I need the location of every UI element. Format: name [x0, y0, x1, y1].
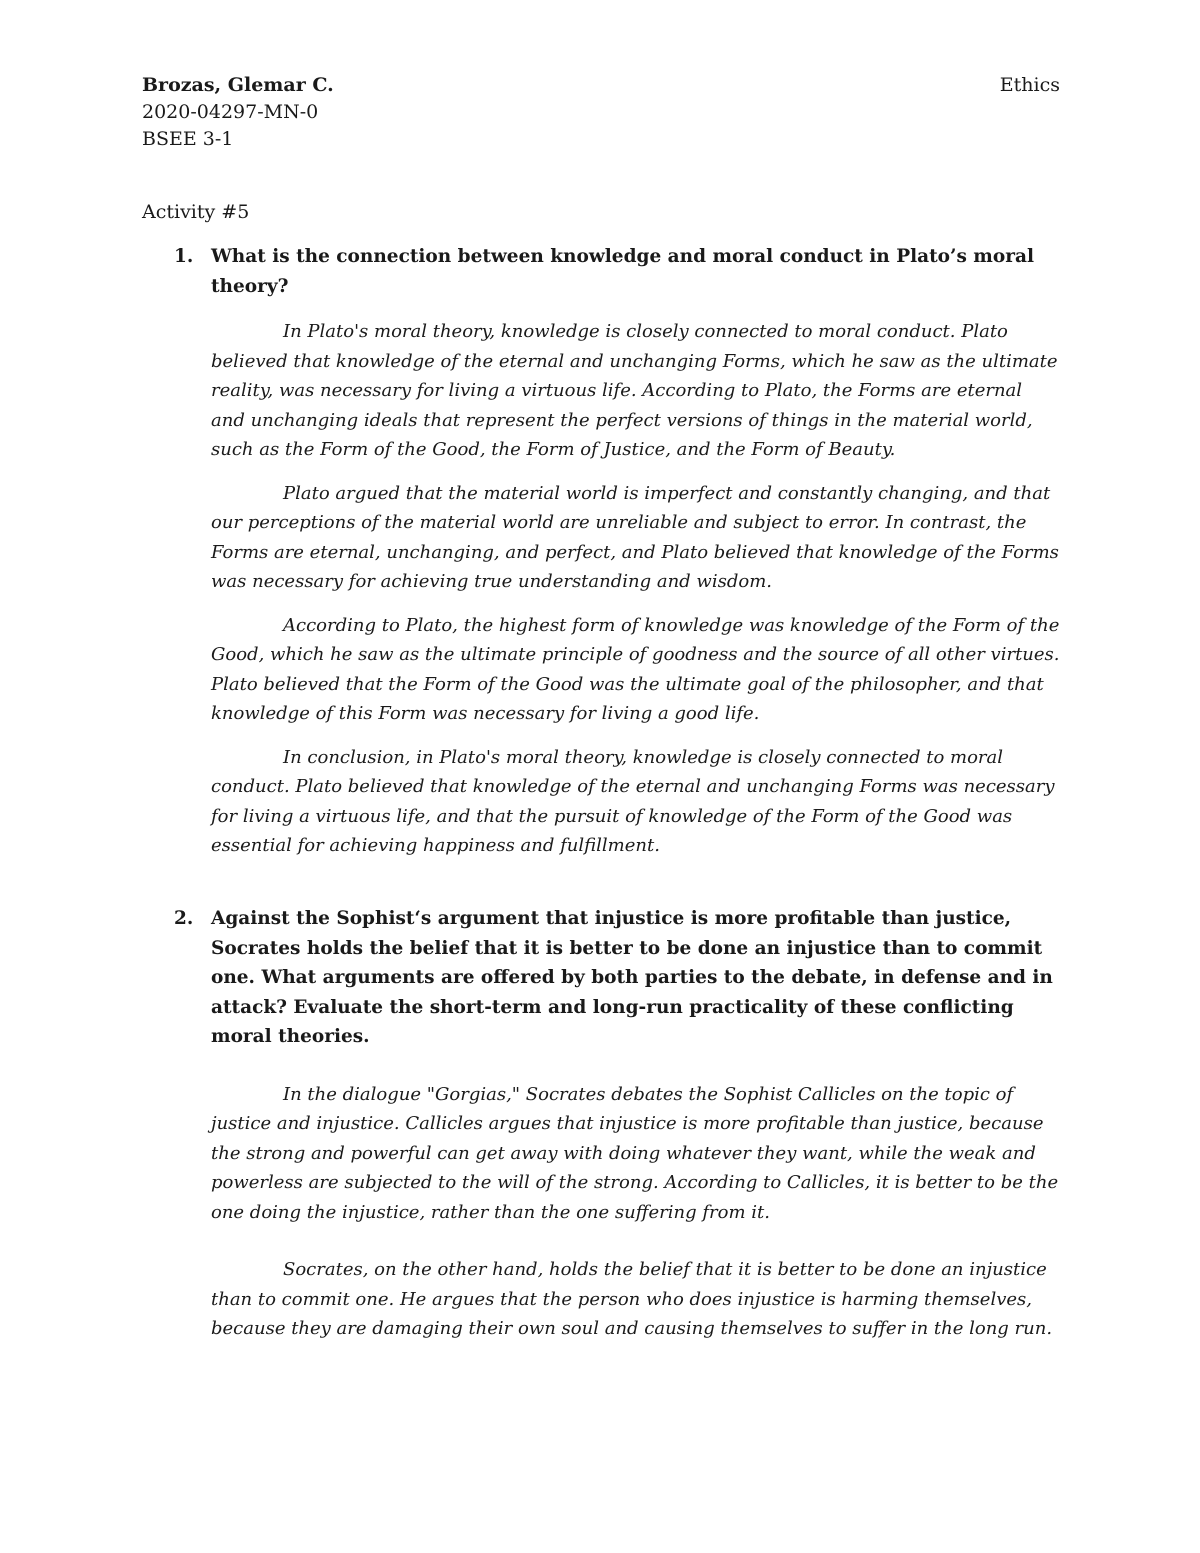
document-header: [142, 72, 1060, 153]
student-section: BSEE 3-1: [142, 128, 234, 150]
student-name: Brozas, Glemar C.: [142, 74, 334, 96]
activity-title: Activity #5: [142, 201, 250, 223]
answer-paragraph: In Plato's moral theory, knowledge is closely connected to moral conduct. Plato believed that knowledge of the eternal and unchanging Forms, which he saw as the ultimate reality, was necessary for living a virtuous life. According to Plato, the Forms are eternal and unchanging ideals that represent the perfect versions of things in the material world, such as the Form of the Good, the Form of Justice, and the Form of Beauty.: [211, 321, 1058, 460]
answer-paragraph: In conclusion, in Plato's moral theory, knowledge is closely connected to moral conduct. Plato believed that knowledge of the eternal and unchanging Forms was necessary for living a virtuous life, and that the pursuit of knowledge of the Form of the Good was essential for achieving happiness and fulfillment.: [211, 746, 1055, 856]
answer-paragraph: Socrates, on the other hand, holds the belief that it is better to be done an injustice than to commit one. He argues that the person who does injustice is harming themselves, because they are damaging their own soul and causing themselves to suffer in the long run.: [211, 1259, 1053, 1339]
subject-title: Ethics: [999, 74, 1060, 96]
question-number: 1.: [174, 246, 194, 267]
answer-paragraph: According to Plato, the highest form of knowledge was knowledge of the Form of the Good, which he saw as the ultimate principle of goodness and the source of all other virtues. Plato believed that the Form of the Good was the ultimate goal of the philosopher, and that knowledge of this Form was necessary for living a good life.: [211, 614, 1060, 724]
student-id: 2020-04297-MN-0: [142, 101, 319, 123]
question-text: What is the connection between knowledge and moral conduct in Plato’s moral theory?: [211, 246, 1034, 297]
question-number: 2.: [174, 908, 194, 929]
question-2: [142, 904, 1060, 1344]
question-text: Against the Sophist‘s argument that injustice is more profitable than justice, Socrates holds the belief that it is better to be done an injustice than to commit one. What arguments are offered by both parties to the debate, in defense and in attack? Evaluate the short-term and long-run practicality of these conflicting moral theories.: [211, 908, 1053, 1047]
question-1: [142, 242, 1060, 861]
answer-paragraph: In the dialogue "Gorgias," Socrates debates the Sophist Callicles on the topic of justice and injustice. Callicles argues that injustice is more profitable than justice, because the strong and powerful can get away with doing whatever they want, while the weak and powerless are subjected to the will of the strong. According to Callicles, it is better to be the one doing the injustice, rather than the one suffering from it.: [211, 1083, 1059, 1223]
answer-paragraph: Plato argued that the material world is imperfect and constantly changing, and that our perceptions of the material world are unreliable and subject to error. In contrast, the Forms are eternal, unchanging, and perfect, and Plato believed that knowledge of the Forms was necessary for achieving true understanding and wisdom.: [211, 482, 1059, 592]
